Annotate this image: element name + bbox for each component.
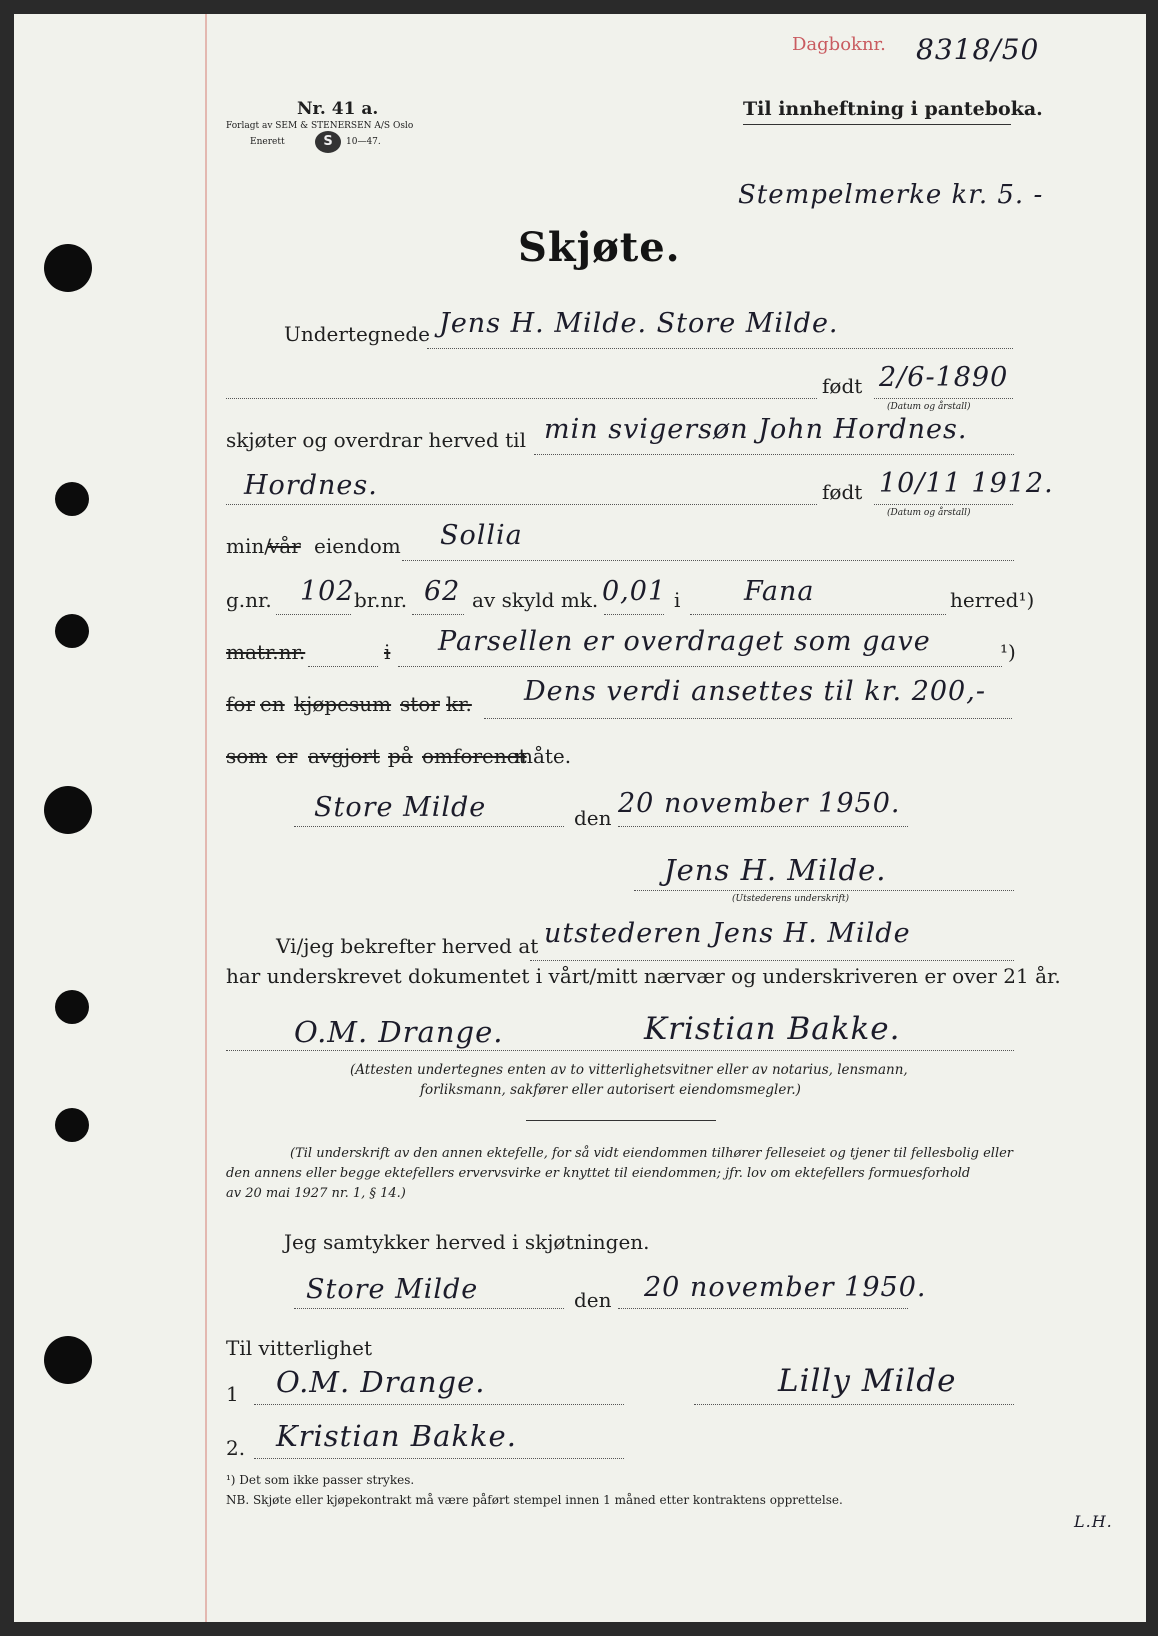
brnr-label: br.nr. [354,588,408,612]
spouse-note: den annens eller begge ektefellers ervervsvirke er knyttet til eiendommen; jfr. lov om ektefellers formuesforhold [226,1166,971,1181]
transfer-recipient: min svigersøn John Hordnes. [544,414,968,445]
spouse-signature: Lilly Milde [778,1363,957,1399]
gnr-label: g.nr. [226,588,272,612]
page-title: Skjøte. [518,224,681,271]
publisher-seal: S [315,131,341,153]
price-label-kr: kr. [446,692,472,716]
grantor-label: Undertegnede [284,322,430,346]
price-label-for: for [226,692,256,716]
binder-hole [44,244,92,292]
value-text: Dens verdi ansettes til kr. 200,- [524,676,986,707]
matr-i: i [384,640,391,664]
price-label-en: en [260,692,285,716]
attestation-witness1: O.M. Drange. [294,1015,504,1049]
publisher-line: Forlagt av SEM & STENERSEN A/S Oslo [226,121,414,131]
transfer-born-label: født [822,480,863,504]
attestation-name: utstederen Jens H. Milde [544,918,911,949]
transfer-born-date: 10/11 1912. [879,468,1054,499]
agreed-omforenet: omforenet [422,744,527,768]
spouse-witness2: Kristian Bakke. [276,1419,517,1453]
footnote-nb: NB. Skjøte eller kjøpekontrakt må være påført stempel innen 1 måned etter kontraktens opprettelse. [226,1493,843,1507]
skyld-value: 0,01 [602,576,667,607]
property-label-min: min/ [226,534,271,558]
divider [526,1120,716,1121]
document-page [14,14,1146,1622]
binding-underline [743,124,1011,125]
binder-hole [44,786,92,834]
spouse-den-label: den [574,1288,612,1312]
signature-hint: (Utstederens underskrift) [732,894,849,904]
grantor-name: Jens H. Milde. Store Milde. [439,308,839,339]
spouse-place: Store Milde [306,1274,479,1305]
margin-line [205,14,207,1622]
witness-number-2: 2. [226,1436,246,1460]
signing-den-label: den [574,806,612,830]
spouse-consent: Jeg samtykker herved i skjøtningen. [284,1230,650,1254]
agreed-avgjort: avgjort [308,744,380,768]
matr-label: matr.nr. [226,640,306,664]
binder-hole [44,1336,92,1384]
price-label-stor: stor [400,692,440,716]
binder-hole [55,1108,89,1142]
form-number: Nr. 41 a. [297,99,379,119]
publisher-year: 10—47. [346,137,381,147]
date-hint: (Datum og årstall) [887,402,971,412]
binder-hole [55,990,89,1024]
footnote: ¹) Det som ikke passer strykes. [226,1473,415,1487]
corner-mark: L.H. [1074,1512,1113,1531]
transfer-label: skjøter og overdrar herved til [226,428,526,452]
binder-hole [55,614,89,648]
attestation-witness2: Kristian Bakke. [644,1011,901,1047]
grantor-signature: Jens H. Milde. [664,853,887,887]
attestation-note: (Attesten undertegnes enten av to vitterlighetsvitner eller av notarius, lensmann, [350,1062,908,1078]
agreed-som: som [226,744,268,768]
price-label-kjopesum: kjøpesum [294,692,392,716]
spouse-witness1: O.M. Drange. [276,1365,486,1399]
binder-hole [55,482,89,516]
signing-place: Store Milde [314,792,487,823]
dagbok-label: Dagboknr. [792,34,886,55]
signing-date: 20 november 1950. [618,788,901,819]
gnr-value: 102 [300,576,355,607]
date-hint: (Datum og årstall) [887,508,971,518]
attestation-intro: Vi/jeg bekrefter herved at [276,934,539,958]
attestation-line2: har underskrevet dokumentet i vårt/mitt nærvær og underskriveren er over 21 år. [226,964,1061,988]
binding-note: Til innheftning i panteboka. [743,98,1043,120]
transfer-recipient-place: Hordnes. [244,470,378,501]
spouse-note: av 20 mai 1927 nr. 1, § 14.) [226,1186,406,1201]
agreed-mate: måte. [514,744,572,768]
property-label-var: vår [268,534,301,558]
attestation-note: forliksmann, sakfører eller autorisert eiendomsmegler.) [420,1082,801,1098]
spouse-date: 20 november 1950. [644,1272,927,1303]
witness-number-1: 1 [226,1382,239,1406]
publisher-enerett: Enerett [250,137,285,147]
grantor-born-label: født [822,374,863,398]
agreed-pa: på [388,744,413,768]
herred-name: Fana [744,576,815,607]
grantor-born-date: 2/6-1890 [879,362,1009,393]
property-name: Sollia [440,520,523,551]
brnr-value: 62 [424,576,461,607]
spouse-note: (Til underskrift av den annen ektefelle, for så vidt eiendommen tilhører felleseiet og tjener til fellesbolig eller [290,1146,1014,1161]
vitterlighet-label: Til vitterlighet [226,1336,373,1360]
gift-suffix: ¹) [1000,640,1016,664]
herred-label: herred¹) [950,588,1035,612]
property-label-eiendom: eiendom [314,534,401,558]
skyld-label: av skyld mk. [472,588,599,612]
skyld-i-label: i [674,588,681,612]
gift-text: Parsellen er overdraget som gave [438,626,931,657]
dagbok-number: 8318/50 [916,33,1040,66]
agreed-er: er [276,744,298,768]
stamp-note: Stempelmerke kr. 5. - [738,180,1044,210]
